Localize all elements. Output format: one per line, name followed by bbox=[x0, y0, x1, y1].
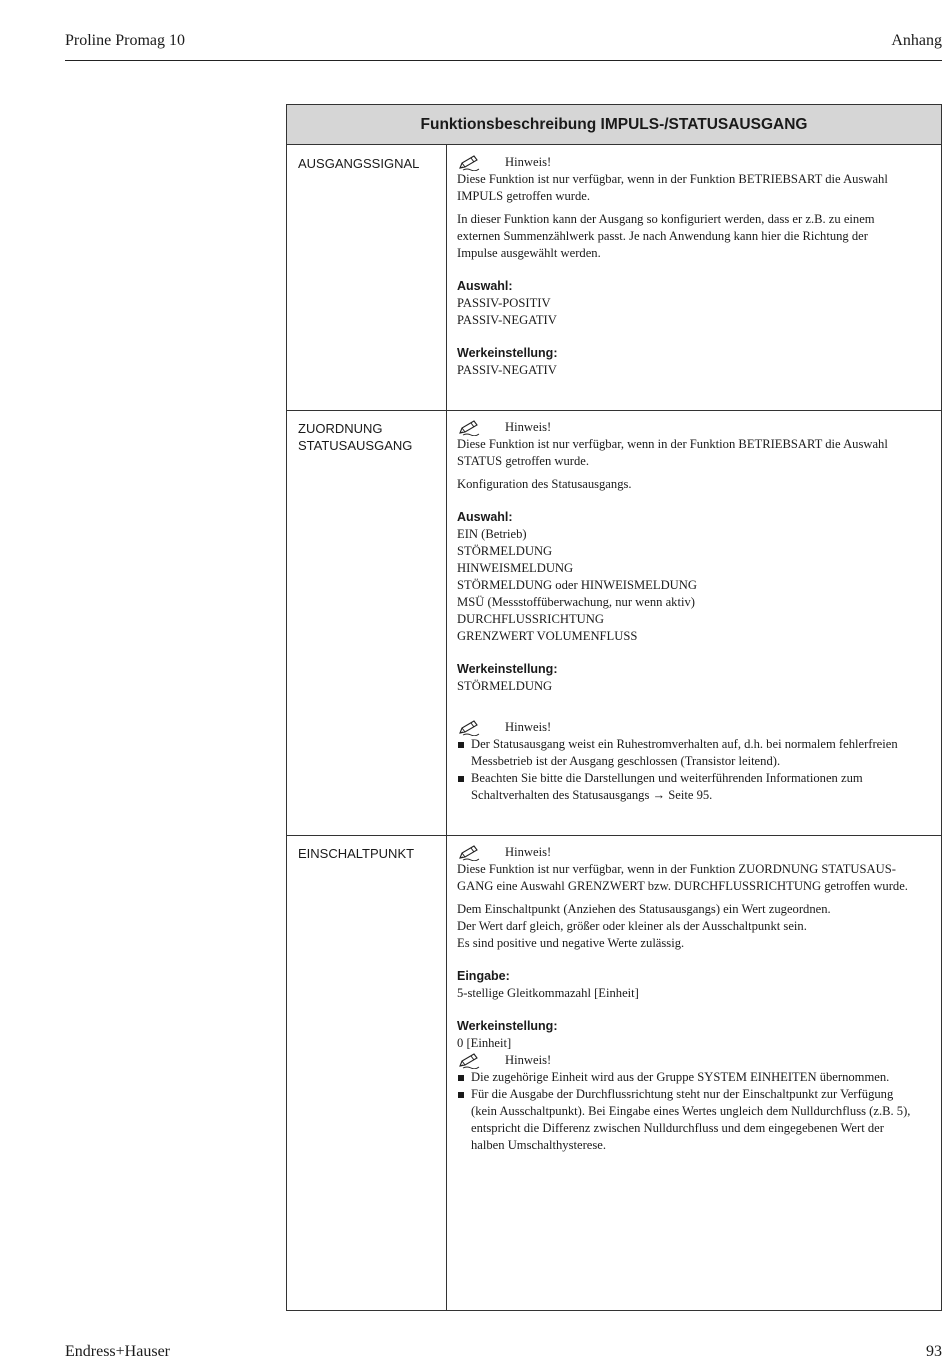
input-value: 5-stellige Gleitkommazahl [Einheit] bbox=[457, 986, 639, 1000]
note-label: Hinweis! bbox=[505, 845, 552, 859]
note-label: Hinweis! bbox=[505, 420, 552, 434]
note-text bbox=[457, 436, 932, 470]
note-bullet-list bbox=[457, 1069, 932, 1154]
note-label: Hinweis! bbox=[505, 720, 552, 734]
text-line: Dem Einschaltpunkt (Anziehen des Statusausgangs) ein Wert zugeordnen. bbox=[457, 902, 831, 916]
text-line: Impulse ausgewählt werden. bbox=[457, 246, 601, 260]
text-line: STATUS getroffen wurde. bbox=[457, 454, 590, 468]
default-value: PASSIV-NEGATIV bbox=[457, 363, 557, 377]
note-header bbox=[457, 154, 932, 171]
note-label: Hinweis! bbox=[505, 1053, 552, 1067]
note-text bbox=[457, 171, 932, 205]
choice-item: DURCHFLUSSRICHTUNG bbox=[457, 612, 604, 626]
row-label-ausgangssignal bbox=[298, 155, 438, 172]
row-label-line: ZUORDNUNG bbox=[298, 421, 383, 436]
text-line: Schaltverhalten des Statusausgangs → Seite 95. bbox=[471, 788, 713, 802]
header-product-name: Proline Promag 10 bbox=[65, 32, 185, 49]
choice-item: PASSIV-NEGATIV bbox=[457, 313, 557, 327]
text-line: Diese Funktion ist nur verfügbar, wenn in der Funktion BETRIEBSART die Auswahl bbox=[457, 172, 888, 186]
note-text bbox=[457, 861, 932, 895]
row-label-line: EINSCHALTPUNKT bbox=[298, 846, 415, 861]
row-content-ausgangssignal bbox=[457, 154, 932, 379]
page-number: 93 bbox=[926, 1343, 942, 1360]
text-line: Der Statusausgang weist ein Ruhestromverhalten auf, d.h. bei normalem fehlerfreien bbox=[471, 737, 898, 751]
header-section-name: Anhang bbox=[891, 32, 942, 49]
text-line: In dieser Funktion kann der Ausgang so konfiguriert werden, dass er z.B. zu einem bbox=[457, 212, 875, 226]
row-divider bbox=[287, 835, 941, 836]
text-line: Die zugehörige Einheit wird aus der Gruppe SYSTEM EINHEITEN übernommen. bbox=[471, 1070, 890, 1084]
default-value: STÖRMELDUNG bbox=[457, 679, 553, 693]
default-heading: Werkeinstellung: bbox=[457, 346, 558, 360]
choice-item: GRENZWERT VOLUMENFLUSS bbox=[457, 629, 638, 643]
choice-item: HINWEISMELDUNG bbox=[457, 561, 574, 575]
pencil-note-icon bbox=[457, 719, 493, 736]
pencil-note-icon bbox=[457, 844, 493, 861]
text-line: Messbetrieb ist der Ausgang geschlossen (Transistor leitend). bbox=[471, 754, 781, 768]
input-heading: Eingabe: bbox=[457, 969, 510, 983]
text-line: Diese Funktion ist nur verfügbar, wenn in der Funktion BETRIEBSART die Auswahl bbox=[457, 437, 888, 451]
text-line: Der Wert darf gleich, größer oder kleiner als der Ausschaltpunkt sein. bbox=[457, 919, 807, 933]
choice-list bbox=[457, 295, 932, 329]
default-heading: Werkeinstellung: bbox=[457, 1019, 558, 1033]
footer-company-name: Endress+Hauser bbox=[65, 1343, 170, 1360]
default-heading: Werkeinstellung: bbox=[457, 662, 558, 676]
function-table bbox=[286, 104, 942, 1311]
list-item bbox=[457, 770, 932, 804]
note-header bbox=[457, 1052, 932, 1069]
text-line: externen Summenzählwerk passt. Je nach Anwendung kann hier die Richtung der bbox=[457, 229, 868, 243]
text-line: GANG eine Auswahl GRENZWERT bzw. DURCHFLUSSRICHTUNG getroffen wurde. bbox=[457, 879, 908, 893]
row-label-einschaltpunkt bbox=[298, 845, 438, 862]
text-line: entspricht die Differenz zwischen Nulldurchfluss und dem eingegebenen Wert der bbox=[471, 1121, 884, 1135]
choice-item: STÖRMELDUNG bbox=[457, 544, 553, 558]
description bbox=[457, 901, 932, 952]
list-item bbox=[457, 1069, 932, 1086]
note-header bbox=[457, 719, 932, 736]
note-header bbox=[457, 844, 932, 861]
row-content-einschaltpunkt bbox=[457, 844, 932, 1154]
choice-item: MSÜ (Messstoffüberwachung, nur wenn aktiv) bbox=[457, 595, 695, 609]
text-line: Es sind positive und negative Werte zulässig. bbox=[457, 936, 685, 950]
choice-heading: Auswahl: bbox=[457, 279, 513, 293]
list-item bbox=[457, 736, 932, 770]
text-line: Konfiguration des Statusausgangs. bbox=[457, 477, 632, 491]
row-label-line: AUSGANGSSIGNAL bbox=[298, 156, 420, 171]
row-content-zuordnung-statusausgang bbox=[457, 419, 932, 804]
default-value: 0 [Einheit] bbox=[457, 1036, 512, 1050]
description bbox=[457, 211, 932, 262]
choice-item: STÖRMELDUNG oder HINWEISMELDUNG bbox=[457, 578, 697, 592]
text-line: Diese Funktion ist nur verfügbar, wenn in der Funktion ZUORDNUNG STATUSAUS- bbox=[457, 862, 896, 876]
description bbox=[457, 476, 932, 493]
row-label-zuordnung-statusausgang bbox=[298, 420, 438, 454]
pencil-note-icon bbox=[457, 419, 493, 436]
row-divider bbox=[287, 410, 941, 411]
note-bullet-list bbox=[457, 736, 932, 804]
list-item bbox=[457, 1086, 932, 1154]
row-label-line: STATUSAUSGANG bbox=[298, 438, 413, 453]
header-rule bbox=[65, 60, 942, 61]
text-line: Für die Ausgabe der Durchflussrichtung steht nur der Einschaltpunkt zur Verfügung bbox=[471, 1087, 894, 1101]
table-title: Funktionsbeschreibung IMPULS-/STATUSAUSGANG bbox=[287, 105, 941, 145]
pencil-note-icon bbox=[457, 154, 493, 171]
text-line: Beachten Sie bitte die Darstellungen und weiterführenden Informationen zum bbox=[471, 771, 863, 785]
text-line: halben Umschalthysterese. bbox=[471, 1138, 606, 1152]
choice-heading: Auswahl: bbox=[457, 510, 513, 524]
note-label: Hinweis! bbox=[505, 155, 552, 169]
choice-list bbox=[457, 526, 932, 645]
text-line: (kein Ausschaltpunkt). Bei Eingabe eines Wertes ungleich dem Nulldurchfluss (z.B. 5), bbox=[471, 1104, 911, 1118]
choice-item: PASSIV-POSITIV bbox=[457, 296, 551, 310]
column-divider bbox=[446, 145, 447, 1310]
choice-item: EIN (Betrieb) bbox=[457, 527, 527, 541]
pencil-note-icon bbox=[457, 1052, 493, 1069]
note-header bbox=[457, 419, 932, 436]
text-line: IMPULS getroffen wurde. bbox=[457, 189, 591, 203]
